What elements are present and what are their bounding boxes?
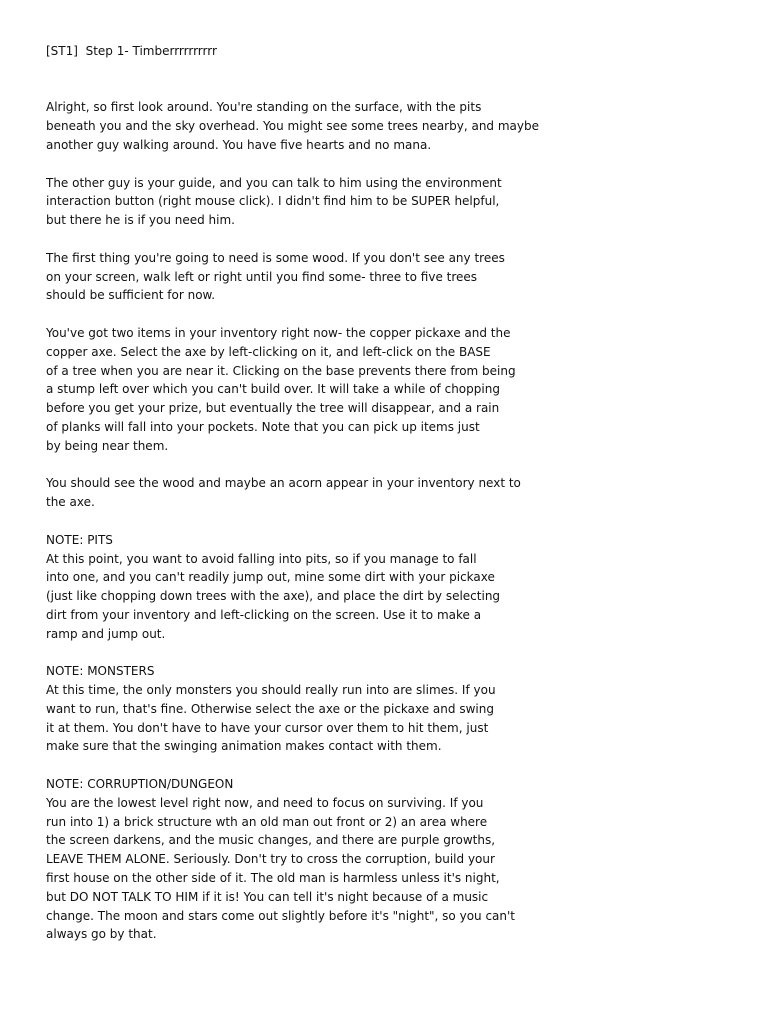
text-line: but there he is if you need him.	[46, 213, 235, 228]
text-line: but DO NOT TALK TO HIM if it is! You can tell it's night because of a music	[46, 889, 489, 904]
text-line: dirt from your inventory and left-clicking on the screen. Use it to make a	[46, 607, 482, 622]
text-line: The other guy is your guide, and you can talk to him using the environment	[46, 175, 502, 190]
paragraph-note-pits	[46, 531, 526, 644]
text-line: make sure that the swinging animation makes contact with them.	[46, 739, 442, 754]
paragraph-guide	[46, 174, 526, 230]
text-line: into one, and you can't readily jump out, mine some dirt with your pickaxe	[46, 570, 495, 585]
text-line: first house on the other side of it. The old man is harmless unless it's night,	[46, 871, 500, 886]
text-line: the screen darkens, and the music changes, and there are purple growths,	[46, 833, 496, 848]
paragraph-note-monsters	[46, 662, 526, 756]
text-line: should be sufficient for now.	[46, 288, 216, 303]
text-line: LEAVE THEM ALONE. Seriously. Don't try to cross the corruption, build your	[46, 852, 495, 867]
paragraph-inventory	[46, 324, 526, 456]
text-line: The first thing you're going to need is some wood. If you don't see any trees	[46, 250, 505, 265]
note-heading: NOTE: PITS	[46, 532, 113, 547]
text-line: copper axe. Select the axe by left-clicking on it, and left-click on the BASE	[46, 344, 491, 359]
spacer	[46, 230, 526, 249]
text-line: of a tree when you are near it. Clicking on the base prevents there from being	[46, 363, 516, 378]
text-line: run into 1) a brick structure wth an old man out front or 2) an area where	[46, 814, 488, 829]
text-line: on your screen, walk left or right until you find some- three to five trees	[46, 269, 478, 284]
text-line: At this point, you want to avoid falling into pits, so if you manage to fall	[46, 551, 477, 566]
text-line: You've got two items in your inventory right now- the copper pickaxe and the	[46, 325, 511, 340]
text-line: interaction button (right mouse click). I didn't find him to be SUPER helpful,	[46, 194, 500, 209]
document-body	[46, 42, 539, 944]
spacer	[46, 305, 526, 324]
text-line: of planks will fall into your pockets. Note that you can pick up items just	[46, 419, 480, 434]
text-line: by being near them.	[46, 438, 169, 453]
paragraph-note-corruption	[46, 775, 526, 944]
text-line: You are the lowest level right now, and need to focus on surviving. If you	[46, 795, 484, 810]
text-line: always go by that.	[46, 927, 157, 942]
text-line: Alright, so first look around. You're standing on the surface, with the pits	[46, 100, 482, 115]
text-line: want to run, that's fine. Otherwise select the axe or the pickaxe and swing	[46, 701, 494, 716]
document-title: [ST1] Step 1- Timberrrrrrrrrr	[46, 44, 217, 58]
text-line: (just like chopping down trees with the axe), and place the dirt by selecting	[46, 589, 501, 604]
text-line: it at them. You don't have to have your cursor over them to hit them, just	[46, 720, 489, 735]
spacer	[46, 61, 526, 99]
paragraph-acorn	[46, 474, 526, 512]
text-line: At this time, the only monsters you should really run into are slimes. If you	[46, 683, 496, 698]
note-heading: NOTE: CORRUPTION/DUNGEON	[46, 777, 234, 792]
text-line: ramp and jump out.	[46, 626, 166, 641]
text-line: change. The moon and stars come out slightly before it's "night", so you can't	[46, 908, 516, 923]
paragraph-intro	[46, 98, 539, 154]
spacer	[46, 512, 526, 531]
text-line: beneath you and the sky overhead. You might see some trees nearby, and maybe	[46, 119, 539, 134]
text-line: another guy walking around. You have five hearts and no mana.	[46, 137, 432, 152]
paragraph-wood	[46, 249, 526, 305]
spacer	[46, 155, 526, 174]
spacer	[46, 456, 526, 475]
text-line: before you get your prize, but eventually the tree will disappear, and a rain	[46, 401, 500, 416]
text-line: You should see the wood and maybe an acorn appear in your inventory next to	[46, 476, 521, 491]
text-line: a stump left over which you can't build over. It will take a while of chopping	[46, 382, 500, 397]
note-heading: NOTE: MONSTERS	[46, 664, 155, 679]
spacer	[46, 644, 526, 663]
text-line: the axe.	[46, 495, 95, 510]
spacer	[46, 756, 526, 775]
